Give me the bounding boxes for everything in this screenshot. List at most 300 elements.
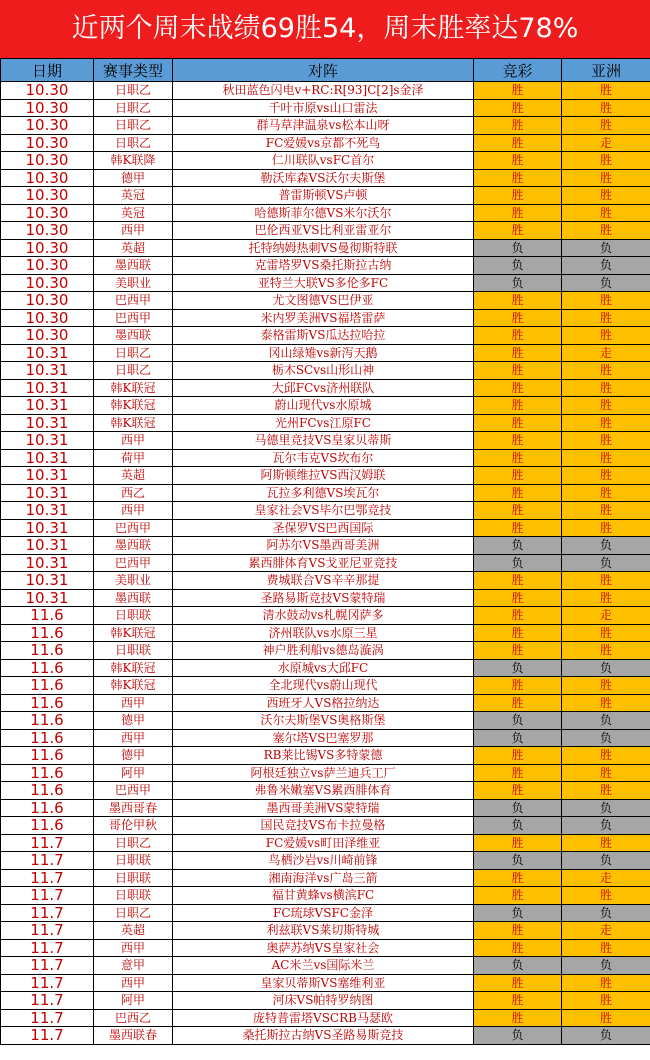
league-cell: 西乙	[94, 484, 173, 502]
league-cell: 日职乙	[94, 344, 173, 362]
league-cell: 美职业	[94, 274, 173, 292]
table-row	[1, 222, 650, 240]
league-cell: 荷甲	[94, 449, 173, 467]
match-cell: 亚特兰大联VS多伦多FC	[173, 274, 474, 292]
date-cell: 11.6	[1, 782, 94, 800]
table-row	[1, 204, 650, 222]
asian-result-cell: 走	[562, 134, 650, 152]
asian-result-cell: 胜	[562, 362, 650, 380]
jingcai-result-cell: 胜	[474, 974, 562, 992]
match-cell: 沃尔夫斯堡VS奥格斯堡	[173, 712, 474, 730]
league-cell: 日职联	[94, 607, 173, 625]
match-cell: 圣保罗VS巴西国际	[173, 519, 474, 537]
jingcai-result-cell: 负	[474, 817, 562, 835]
table-row	[1, 484, 650, 502]
match-cell: 瓦尔韦克VS坎布尔	[173, 449, 474, 467]
league-cell: 西甲	[94, 729, 173, 747]
date-cell: 11.7	[1, 1009, 94, 1027]
jingcai-result-cell: 负	[474, 729, 562, 747]
asian-result-cell: 胜	[562, 624, 650, 642]
league-cell: 墨西联	[94, 537, 173, 555]
match-cell: 栃木SCvs山形山神	[173, 362, 474, 380]
asian-result-cell: 胜	[562, 572, 650, 590]
jingcai-result-cell: 负	[474, 852, 562, 870]
match-cell: 尤文图德VS巴伊亚	[173, 292, 474, 310]
table-row	[1, 677, 650, 695]
asian-result-cell: 胜	[562, 939, 650, 957]
jingcai-result-cell: 胜	[474, 607, 562, 625]
league-cell: 德甲	[94, 712, 173, 730]
date-cell: 10.30	[1, 257, 94, 275]
league-cell: 巴西乙	[94, 1009, 173, 1027]
jingcai-result-cell: 胜	[474, 887, 562, 905]
table-row	[1, 729, 650, 747]
match-cell: 福甘黄蜂vs横滨FC	[173, 887, 474, 905]
match-cell: 鸟栖沙岩vs川崎前锋	[173, 852, 474, 870]
asian-result-cell: 负	[562, 1027, 650, 1045]
jingcai-result-cell: 胜	[474, 502, 562, 520]
asian-result-cell: 负	[562, 537, 650, 555]
league-cell: 韩K联降	[94, 152, 173, 170]
date-cell: 11.6	[1, 799, 94, 817]
jingcai-result-cell: 胜	[474, 589, 562, 607]
date-cell: 11.7	[1, 904, 94, 922]
date-cell: 10.31	[1, 572, 94, 590]
league-cell: 阿甲	[94, 764, 173, 782]
match-cell: 西班牙人VS格拉纳达	[173, 694, 474, 712]
league-cell: 美职业	[94, 572, 173, 590]
table-row	[1, 502, 650, 520]
asian-result-cell: 胜	[562, 467, 650, 485]
match-cell: 大邱FCvs济州联队	[173, 379, 474, 397]
league-cell: 哥伦甲秋	[94, 817, 173, 835]
match-cell: 仁川联队vsFC首尔	[173, 152, 474, 170]
asian-result-cell: 负	[562, 659, 650, 677]
date-cell: 10.31	[1, 589, 94, 607]
league-cell: 韩K联冠	[94, 414, 173, 432]
header-date: 日期	[1, 59, 94, 82]
asian-result-cell: 胜	[562, 414, 650, 432]
jingcai-result-cell: 胜	[474, 782, 562, 800]
match-cell: 济州联队vs水原三星	[173, 624, 474, 642]
asian-result-cell: 负	[562, 239, 650, 257]
date-cell: 10.31	[1, 502, 94, 520]
jingcai-result-cell: 胜	[474, 939, 562, 957]
league-cell: 韩K联冠	[94, 624, 173, 642]
date-cell: 11.6	[1, 729, 94, 747]
asian-result-cell: 胜	[562, 764, 650, 782]
table-row	[1, 344, 650, 362]
date-cell: 10.31	[1, 484, 94, 502]
table-row	[1, 82, 650, 100]
date-cell: 10.31	[1, 449, 94, 467]
date-cell: 11.7	[1, 957, 94, 975]
jingcai-result-cell: 负	[474, 239, 562, 257]
jingcai-result-cell: 胜	[474, 134, 562, 152]
jingcai-result-cell: 胜	[474, 922, 562, 940]
league-cell: 日职乙	[94, 362, 173, 380]
asian-result-cell: 胜	[562, 694, 650, 712]
match-cell: FC爱媛vs京都不死鸟	[173, 134, 474, 152]
match-cell: 哈德斯菲尔德VS米尔沃尔	[173, 204, 474, 222]
table-row	[1, 992, 650, 1010]
match-cell: 塞尔塔VS巴塞罗那	[173, 729, 474, 747]
jingcai-result-cell: 胜	[474, 327, 562, 345]
table-row	[1, 834, 650, 852]
asian-result-cell: 胜	[562, 99, 650, 117]
league-cell: 巴西甲	[94, 519, 173, 537]
asian-result-cell: 胜	[562, 292, 650, 310]
asian-result-cell: 胜	[562, 834, 650, 852]
asian-result-cell: 胜	[562, 152, 650, 170]
table-row	[1, 397, 650, 415]
match-cell: 利兹联VS莱切斯特城	[173, 922, 474, 940]
date-cell: 10.30	[1, 169, 94, 187]
match-cell: 庞特普雷塔VSCRB马瑟欧	[173, 1009, 474, 1027]
asian-result-cell: 负	[562, 257, 650, 275]
league-cell: 日职乙	[94, 82, 173, 100]
league-cell: 西甲	[94, 694, 173, 712]
league-cell: 英超	[94, 922, 173, 940]
date-cell: 11.6	[1, 607, 94, 625]
league-cell: 西甲	[94, 939, 173, 957]
table-row	[1, 432, 650, 450]
match-cell: 费城联合VS辛辛那提	[173, 572, 474, 590]
match-cell: 奥萨苏纳VS皇家社会	[173, 939, 474, 957]
match-cell: 湘南海洋vs广岛三箭	[173, 869, 474, 887]
table-body	[1, 82, 650, 1045]
date-cell: 10.30	[1, 117, 94, 135]
asian-result-cell: 胜	[562, 974, 650, 992]
league-cell: 英冠	[94, 187, 173, 205]
table-row	[1, 607, 650, 625]
date-cell: 10.30	[1, 99, 94, 117]
table-row	[1, 274, 650, 292]
league-cell: 西甲	[94, 222, 173, 240]
jingcai-result-cell: 胜	[474, 309, 562, 327]
table-row	[1, 309, 650, 327]
jingcai-result-cell: 胜	[474, 572, 562, 590]
asian-result-cell: 胜	[562, 117, 650, 135]
date-cell: 11.6	[1, 642, 94, 660]
asian-result-cell: 胜	[562, 887, 650, 905]
match-cell: 皇家社会VS毕尔巴鄂竞技	[173, 502, 474, 520]
match-cell: 巴伦西亚VS比利亚雷亚尔	[173, 222, 474, 240]
table-row	[1, 414, 650, 432]
asian-result-cell: 胜	[562, 589, 650, 607]
asian-result-cell: 负	[562, 712, 650, 730]
match-cell: 瓦拉多利德VS埃瓦尔	[173, 484, 474, 502]
jingcai-result-cell: 胜	[474, 694, 562, 712]
asian-result-cell: 走	[562, 344, 650, 362]
league-cell: 日职联	[94, 852, 173, 870]
asian-result-cell: 负	[562, 904, 650, 922]
jingcai-result-cell: 胜	[474, 344, 562, 362]
league-cell: 墨西联春	[94, 1027, 173, 1045]
table-row	[1, 257, 650, 275]
league-cell: 德甲	[94, 169, 173, 187]
asian-result-cell: 胜	[562, 397, 650, 415]
table-row	[1, 974, 650, 992]
jingcai-result-cell: 胜	[474, 1009, 562, 1027]
date-cell: 10.31	[1, 554, 94, 572]
jingcai-result-cell: 胜	[474, 82, 562, 100]
league-cell: 韩K联冠	[94, 677, 173, 695]
match-cell: 清水鼓动vs札幌冈萨多	[173, 607, 474, 625]
table-row	[1, 362, 650, 380]
league-cell: 巴西甲	[94, 782, 173, 800]
jingcai-result-cell: 负	[474, 554, 562, 572]
jingcai-result-cell: 胜	[474, 187, 562, 205]
table-row	[1, 99, 650, 117]
asian-result-cell: 走	[562, 869, 650, 887]
match-cell: 泰格雷斯VS瓜达拉哈拉	[173, 327, 474, 345]
asian-result-cell: 胜	[562, 222, 650, 240]
header-match: 对阵	[173, 59, 474, 82]
league-cell: 巴西甲	[94, 309, 173, 327]
jingcai-result-cell: 胜	[474, 677, 562, 695]
asian-result-cell: 胜	[562, 992, 650, 1010]
table-row	[1, 292, 650, 310]
header-league: 赛事类型	[94, 59, 173, 82]
date-cell: 10.31	[1, 362, 94, 380]
jingcai-result-cell: 胜	[474, 834, 562, 852]
date-cell: 10.30	[1, 82, 94, 100]
jingcai-result-cell: 负	[474, 659, 562, 677]
match-cell: 群马草津温泉vs松本山呀	[173, 117, 474, 135]
jingcai-result-cell: 胜	[474, 222, 562, 240]
table-row	[1, 694, 650, 712]
match-cell: 光州FCvs江原FC	[173, 414, 474, 432]
jingcai-result-cell: 胜	[474, 414, 562, 432]
match-cell: 阿斯顿维拉VS西汉姆联	[173, 467, 474, 485]
table-row	[1, 327, 650, 345]
asian-result-cell: 胜	[562, 519, 650, 537]
page-title-banner: 近两个周末战绩69胜54，周末胜率达78%	[0, 0, 650, 58]
league-cell: 西甲	[94, 502, 173, 520]
date-cell: 11.7	[1, 922, 94, 940]
header-jingcai: 竞彩	[474, 59, 562, 82]
asian-result-cell: 胜	[562, 449, 650, 467]
league-cell: 日职联	[94, 869, 173, 887]
jingcai-result-cell: 胜	[474, 624, 562, 642]
match-cell: 水原城vs大邱FC	[173, 659, 474, 677]
league-cell: 意甲	[94, 957, 173, 975]
asian-result-cell: 胜	[562, 327, 650, 345]
asian-result-cell: 走	[562, 922, 650, 940]
league-cell: 西甲	[94, 432, 173, 450]
table-row	[1, 554, 650, 572]
table-row	[1, 187, 650, 205]
league-cell: 日职联	[94, 887, 173, 905]
asian-result-cell: 负	[562, 554, 650, 572]
jingcai-result-cell: 负	[474, 537, 562, 555]
league-cell: 英冠	[94, 204, 173, 222]
asian-result-cell: 负	[562, 799, 650, 817]
table-row	[1, 379, 650, 397]
league-cell: 墨西联	[94, 589, 173, 607]
table-row	[1, 852, 650, 870]
match-cell: 皇家贝蒂斯VS塞维利亚	[173, 974, 474, 992]
date-cell: 10.31	[1, 537, 94, 555]
match-cell: 墨西哥美洲VS蒙特瑞	[173, 799, 474, 817]
match-cell: FC琉球VSFC金泽	[173, 904, 474, 922]
table-row	[1, 782, 650, 800]
asian-result-cell: 负	[562, 274, 650, 292]
jingcai-result-cell: 胜	[474, 519, 562, 537]
match-cell: 托特纳姆热刺VS曼彻斯特联	[173, 239, 474, 257]
jingcai-result-cell: 负	[474, 904, 562, 922]
league-cell: 墨西哥春	[94, 799, 173, 817]
asian-result-cell: 胜	[562, 379, 650, 397]
league-cell: 阿甲	[94, 992, 173, 1010]
match-cell: 普雷斯顿VS卢顿	[173, 187, 474, 205]
match-cell: RB莱比锡VS多特蒙德	[173, 747, 474, 765]
match-cell: 累西腓体育VS戈亚尼亚竞技	[173, 554, 474, 572]
match-cell: AC米兰vs国际米兰	[173, 957, 474, 975]
date-cell: 10.31	[1, 397, 94, 415]
date-cell: 11.6	[1, 747, 94, 765]
jingcai-result-cell: 胜	[474, 449, 562, 467]
jingcai-result-cell: 胜	[474, 764, 562, 782]
jingcai-result-cell: 胜	[474, 397, 562, 415]
table-row	[1, 712, 650, 730]
match-cell: 圣路易斯竞技VS蒙特瑞	[173, 589, 474, 607]
jingcai-result-cell: 负	[474, 1027, 562, 1045]
table-row	[1, 642, 650, 660]
asian-result-cell: 走	[562, 607, 650, 625]
date-cell: 10.30	[1, 187, 94, 205]
asian-result-cell: 胜	[562, 782, 650, 800]
table-row	[1, 239, 650, 257]
jingcai-result-cell: 负	[474, 274, 562, 292]
table-row	[1, 1027, 650, 1045]
date-cell: 11.7	[1, 939, 94, 957]
results-table	[0, 58, 650, 1045]
asian-result-cell: 胜	[562, 309, 650, 327]
table-row	[1, 1009, 650, 1027]
table-row	[1, 747, 650, 765]
jingcai-result-cell: 负	[474, 799, 562, 817]
jingcai-result-cell: 胜	[474, 484, 562, 502]
date-cell: 11.6	[1, 694, 94, 712]
match-cell: 河床VS帕特罗纳图	[173, 992, 474, 1010]
match-cell: 蔚山现代vs水原城	[173, 397, 474, 415]
date-cell: 10.30	[1, 204, 94, 222]
date-cell: 10.30	[1, 222, 94, 240]
jingcai-result-cell: 胜	[474, 747, 562, 765]
table-row	[1, 449, 650, 467]
table-row	[1, 764, 650, 782]
jingcai-result-cell: 胜	[474, 362, 562, 380]
asian-result-cell: 胜	[562, 204, 650, 222]
date-cell: 11.6	[1, 817, 94, 835]
league-cell: 德甲	[94, 747, 173, 765]
table-row	[1, 624, 650, 642]
date-cell: 11.6	[1, 712, 94, 730]
date-cell: 11.6	[1, 659, 94, 677]
asian-result-cell: 胜	[562, 432, 650, 450]
header-asian: 亚洲	[562, 59, 650, 82]
table-row	[1, 887, 650, 905]
match-cell: FC爱媛vs町田泽维亚	[173, 834, 474, 852]
match-cell: 冈山绿雉vs新泻天鹅	[173, 344, 474, 362]
match-cell: 全北现代vs蔚山现代	[173, 677, 474, 695]
jingcai-result-cell: 胜	[474, 432, 562, 450]
match-cell: 秋田蓝色闪电v+RC:R[93]C[2]s金泽	[173, 82, 474, 100]
date-cell: 10.30	[1, 292, 94, 310]
asian-result-cell: 胜	[562, 677, 650, 695]
asian-result-cell: 胜	[562, 502, 650, 520]
asian-result-cell: 胜	[562, 187, 650, 205]
jingcai-result-cell: 胜	[474, 292, 562, 310]
date-cell: 10.31	[1, 414, 94, 432]
table-row	[1, 589, 650, 607]
table-row	[1, 169, 650, 187]
asian-result-cell: 负	[562, 729, 650, 747]
match-cell: 桑托斯拉古纳VS圣路易斯竞技	[173, 1027, 474, 1045]
match-cell: 马德里竞技VS皇家贝蒂斯	[173, 432, 474, 450]
match-cell: 弗鲁米嫩塞VS累西腓体育	[173, 782, 474, 800]
league-cell: 英超	[94, 467, 173, 485]
asian-result-cell: 负	[562, 817, 650, 835]
date-cell: 10.31	[1, 519, 94, 537]
table-row	[1, 659, 650, 677]
table-row	[1, 467, 650, 485]
date-cell: 11.6	[1, 624, 94, 642]
date-cell: 10.30	[1, 327, 94, 345]
date-cell: 11.7	[1, 992, 94, 1010]
league-cell: 巴西甲	[94, 554, 173, 572]
jingcai-result-cell: 负	[474, 257, 562, 275]
table-row	[1, 922, 650, 940]
league-cell: 日职乙	[94, 134, 173, 152]
match-cell: 国民竞技VS布卡拉曼格	[173, 817, 474, 835]
jingcai-result-cell: 胜	[474, 642, 562, 660]
league-cell: 日职联	[94, 642, 173, 660]
table-row	[1, 957, 650, 975]
league-cell: 日职乙	[94, 117, 173, 135]
jingcai-result-cell: 胜	[474, 152, 562, 170]
date-cell: 10.30	[1, 134, 94, 152]
table-row	[1, 134, 650, 152]
jingcai-result-cell: 胜	[474, 204, 562, 222]
asian-result-cell: 胜	[562, 82, 650, 100]
table-row	[1, 869, 650, 887]
date-cell: 11.7	[1, 852, 94, 870]
jingcai-result-cell: 胜	[474, 117, 562, 135]
table-header-row	[1, 59, 650, 82]
jingcai-result-cell: 负	[474, 712, 562, 730]
asian-result-cell: 胜	[562, 169, 650, 187]
match-cell: 神户胜利船vs德岛漩涡	[173, 642, 474, 660]
date-cell: 10.31	[1, 344, 94, 362]
asian-result-cell: 胜	[562, 642, 650, 660]
table-row	[1, 939, 650, 957]
match-cell: 米内罗美洲VS福塔雷萨	[173, 309, 474, 327]
date-cell: 11.7	[1, 1027, 94, 1045]
match-cell: 阿根廷独立vs萨兰迪兵工厂	[173, 764, 474, 782]
jingcai-result-cell: 胜	[474, 869, 562, 887]
match-cell: 克雷塔罗VS桑托斯拉古纳	[173, 257, 474, 275]
league-cell: 墨西联	[94, 257, 173, 275]
jingcai-result-cell: 负	[474, 957, 562, 975]
league-cell: 日职乙	[94, 99, 173, 117]
table-row	[1, 904, 650, 922]
table-row	[1, 572, 650, 590]
match-cell: 千叶市原vs山口雷法	[173, 99, 474, 117]
date-cell: 10.30	[1, 309, 94, 327]
